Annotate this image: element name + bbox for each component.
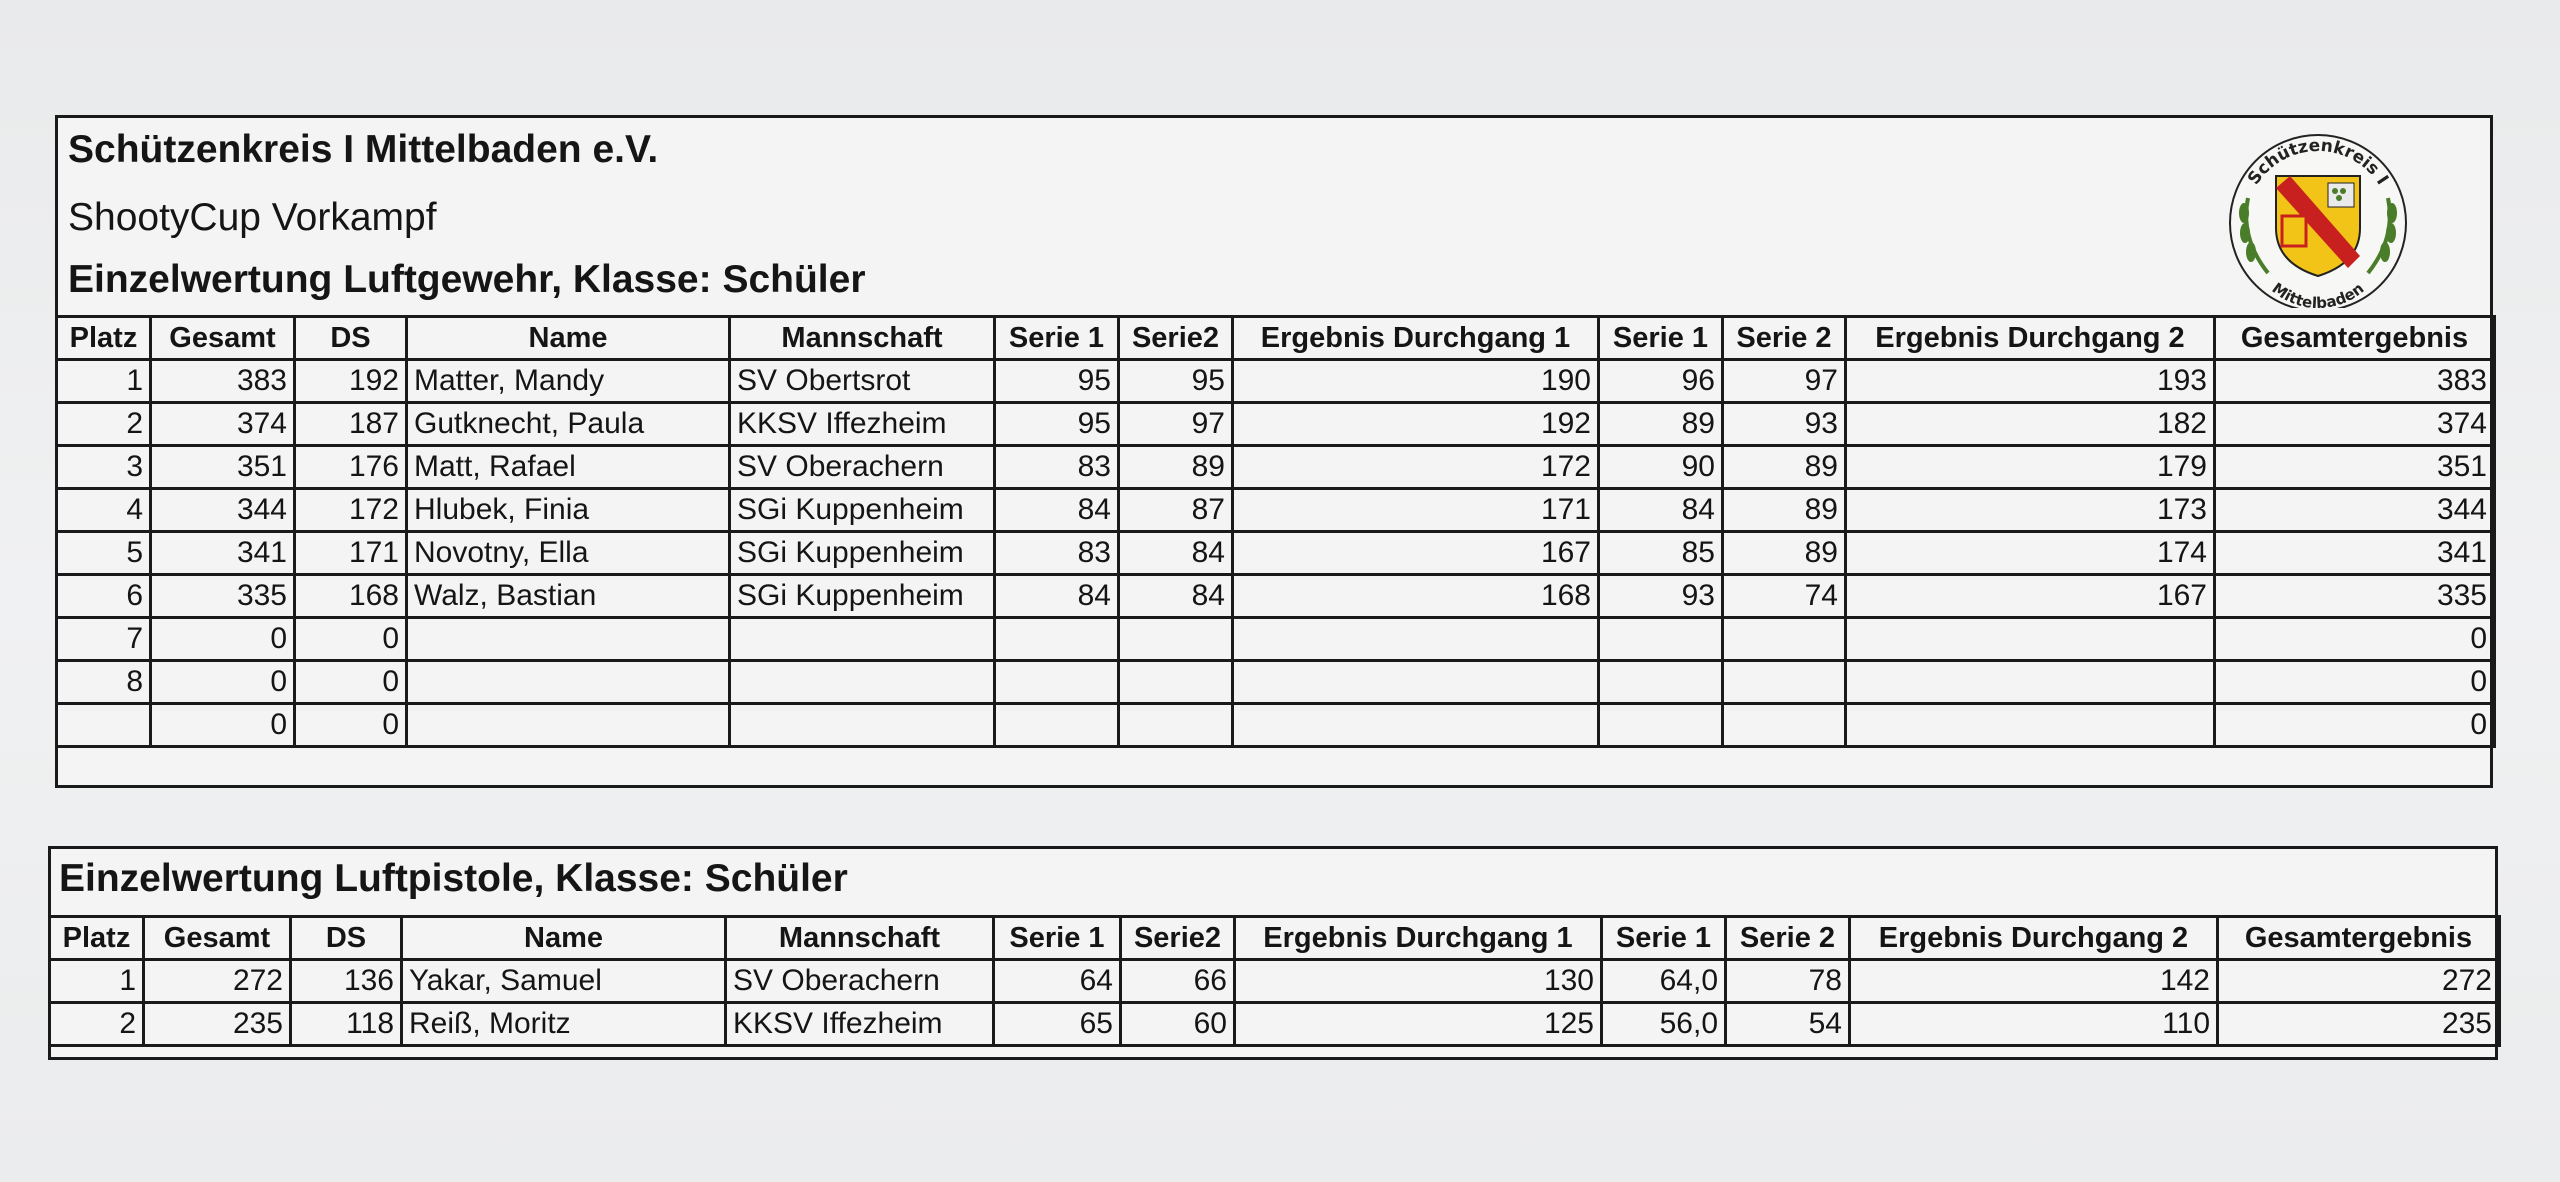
table-body (50, 960, 2500, 1046)
cell-name (407, 618, 730, 661)
column-header-serie1-d2: Serie 1 (1602, 917, 1726, 960)
table-row (50, 960, 2500, 1003)
column-header-serie1-d1: Serie 1 (994, 917, 1121, 960)
cell-serie1-d2 (1599, 704, 1723, 747)
column-header-mannschaft: Mannschaft (726, 917, 994, 960)
luftgewehr-title: Einzelwertung Luftgewehr, Klasse: Schüler (68, 258, 866, 301)
cell-platz: 3 (57, 446, 151, 489)
cell-gesamtergebnis: 351 (2215, 446, 2495, 489)
cell-serie1-d1: 95 (995, 403, 1119, 446)
cell-mannschaft: SGi Kuppenheim (730, 489, 995, 532)
cell-gesamtergebnis: 374 (2215, 403, 2495, 446)
cell-name (407, 704, 730, 747)
column-header-gesamtergebnis: Gesamtergebnis (2218, 917, 2500, 960)
cell-serie2-d1: 97 (1119, 403, 1233, 446)
cell-serie2-d1 (1119, 618, 1233, 661)
table-row (57, 532, 2495, 575)
cell-ergebnis-d1: 168 (1233, 575, 1599, 618)
cell-ds: 192 (295, 360, 407, 403)
cell-serie1-d2 (1599, 618, 1723, 661)
cell-serie1-d1: 83 (995, 532, 1119, 575)
cell-platz (57, 704, 151, 747)
table-row (57, 446, 2495, 489)
cell-serie2-d2: 89 (1723, 532, 1846, 575)
cell-serie2-d2: 54 (1726, 1003, 1850, 1046)
cell-serie2-d2 (1723, 704, 1846, 747)
cell-gesamt: 272 (144, 960, 291, 1003)
cell-mannschaft (730, 661, 995, 704)
cell-ds: 172 (295, 489, 407, 532)
cell-gesamt: 351 (151, 446, 295, 489)
cell-name: Novotny, Ella (407, 532, 730, 575)
cell-ergebnis-d1 (1233, 618, 1599, 661)
cell-ergebnis-d2: 142 (1850, 960, 2218, 1003)
column-header-serie2-d2: Serie 2 (1723, 317, 1846, 360)
cell-mannschaft (730, 704, 995, 747)
table-row (57, 489, 2495, 532)
cell-platz: 6 (57, 575, 151, 618)
cell-serie2-d2: 89 (1723, 446, 1846, 489)
cell-ergebnis-d2: 173 (1846, 489, 2215, 532)
column-header-serie1-d1: Serie 1 (995, 317, 1119, 360)
cell-serie1-d2: 64,0 (1602, 960, 1726, 1003)
cell-serie1-d2 (1599, 661, 1723, 704)
cell-serie1-d2: 85 (1599, 532, 1723, 575)
organization-title: Schützenkreis I Mittelbaden e.V. (68, 128, 659, 171)
cell-ds: 176 (295, 446, 407, 489)
cell-serie2-d1: 66 (1121, 960, 1235, 1003)
table-row (57, 661, 2495, 704)
cell-serie1-d1 (995, 618, 1119, 661)
column-header-serie1-d2: Serie 1 (1599, 317, 1723, 360)
cell-serie1-d2: 89 (1599, 403, 1723, 446)
cell-ergebnis-d2 (1846, 704, 2215, 747)
logo-top-text: Schützenkreis I (2244, 135, 2393, 189)
cell-ergebnis-d2: 193 (1846, 360, 2215, 403)
table-header-row (57, 317, 2495, 360)
cell-ergebnis-d1 (1233, 704, 1599, 747)
cell-gesamtergebnis: 0 (2215, 618, 2495, 661)
table-row (57, 618, 2495, 661)
table-body (57, 360, 2495, 747)
cell-ergebnis-d1: 130 (1235, 960, 1602, 1003)
cell-serie1-d1 (995, 661, 1119, 704)
cell-name: Walz, Bastian (407, 575, 730, 618)
cell-gesamtergebnis: 235 (2218, 1003, 2500, 1046)
cell-platz: 7 (57, 618, 151, 661)
cell-ergebnis-d2: 174 (1846, 532, 2215, 575)
cell-name: Reiß, Moritz (402, 1003, 726, 1046)
cell-name (407, 661, 730, 704)
logo-bottom-text: Mittelbaden (2268, 279, 2368, 308)
cell-ergebnis-d2: 110 (1850, 1003, 2218, 1046)
cell-ergebnis-d1 (1233, 661, 1599, 704)
cell-serie1-d1: 95 (995, 360, 1119, 403)
table-row (57, 575, 2495, 618)
luftpistole-section (48, 846, 2498, 1060)
cell-platz: 8 (57, 661, 151, 704)
cell-platz: 1 (50, 960, 144, 1003)
cell-ds: 0 (295, 704, 407, 747)
cell-serie2-d2 (1723, 618, 1846, 661)
column-header-gesamtergebnis: Gesamtergebnis (2215, 317, 2495, 360)
column-header-ergebnis-d2: Ergebnis Durchgang 2 (1846, 317, 2215, 360)
column-header-ds: DS (295, 317, 407, 360)
luftgewehr-table (55, 315, 2496, 748)
luftpistole-table (48, 915, 2501, 1047)
cell-serie2-d2: 78 (1726, 960, 1850, 1003)
cell-serie1-d1: 83 (995, 446, 1119, 489)
cell-gesamtergebnis: 0 (2215, 704, 2495, 747)
column-header-serie2-d1: Serie2 (1119, 317, 1233, 360)
cell-ergebnis-d2 (1846, 618, 2215, 661)
cell-mannschaft: SV Obertsrot (730, 360, 995, 403)
luftgewehr-section (55, 115, 2493, 788)
cell-platz: 4 (57, 489, 151, 532)
cell-gesamtergebnis: 341 (2215, 532, 2495, 575)
cell-serie2-d2 (1723, 661, 1846, 704)
column-header-serie2-d1: Serie2 (1121, 917, 1235, 960)
cell-serie2-d1 (1119, 661, 1233, 704)
cell-serie1-d2: 84 (1599, 489, 1723, 532)
cell-serie1-d1: 64 (994, 960, 1121, 1003)
cell-gesamt: 235 (144, 1003, 291, 1046)
cell-serie1-d2: 96 (1599, 360, 1723, 403)
cell-gesamt: 374 (151, 403, 295, 446)
cell-mannschaft: SGi Kuppenheim (730, 532, 995, 575)
cell-serie1-d1 (995, 704, 1119, 747)
cell-serie1-d1: 84 (995, 489, 1119, 532)
cell-ergebnis-d1: 192 (1233, 403, 1599, 446)
cell-serie2-d1: 60 (1121, 1003, 1235, 1046)
cell-ds: 187 (295, 403, 407, 446)
cell-name: Yakar, Samuel (402, 960, 726, 1003)
cell-ergebnis-d2: 182 (1846, 403, 2215, 446)
cell-gesamt: 335 (151, 575, 295, 618)
cell-gesamt: 0 (151, 704, 295, 747)
column-header-name: Name (402, 917, 726, 960)
cell-name: Hlubek, Finia (407, 489, 730, 532)
cell-gesamt: 0 (151, 618, 295, 661)
cell-mannschaft: KKSV Iffezheim (730, 403, 995, 446)
coat-of-arms-icon (2276, 176, 2360, 276)
cell-ds: 0 (295, 618, 407, 661)
event-title: ShootyCup Vorkampf (68, 196, 437, 239)
cell-ergebnis-d1: 125 (1235, 1003, 1602, 1046)
cell-serie2-d1: 84 (1119, 575, 1233, 618)
cell-serie1-d1: 65 (994, 1003, 1121, 1046)
cell-platz: 2 (50, 1003, 144, 1046)
cell-mannschaft: SGi Kuppenheim (730, 575, 995, 618)
cell-mannschaft: SV Oberachern (730, 446, 995, 489)
cell-gesamtergebnis: 344 (2215, 489, 2495, 532)
column-header-name: Name (407, 317, 730, 360)
club-logo (2218, 128, 2418, 308)
cell-ds: 171 (295, 532, 407, 575)
cell-platz: 5 (57, 532, 151, 575)
table-row (57, 403, 2495, 446)
cell-platz: 1 (57, 360, 151, 403)
table-row (50, 1003, 2500, 1046)
cell-serie2-d2: 74 (1723, 575, 1846, 618)
cell-gesamtergebnis: 383 (2215, 360, 2495, 403)
cell-serie2-d1: 89 (1119, 446, 1233, 489)
cell-name: Matter, Mandy (407, 360, 730, 403)
cell-serie2-d2: 89 (1723, 489, 1846, 532)
column-header-gesamt: Gesamt (144, 917, 291, 960)
column-header-ds: DS (291, 917, 402, 960)
cell-name: Matt, Rafael (407, 446, 730, 489)
column-header-ergebnis-d2: Ergebnis Durchgang 2 (1850, 917, 2218, 960)
cell-serie2-d1 (1119, 704, 1233, 747)
table-row (57, 704, 2495, 747)
cell-serie1-d2: 93 (1599, 575, 1723, 618)
cell-serie1-d1: 84 (995, 575, 1119, 618)
cell-gesamt: 341 (151, 532, 295, 575)
cell-serie2-d1: 87 (1119, 489, 1233, 532)
cell-mannschaft (730, 618, 995, 661)
luftpistole-title: Einzelwertung Luftpistole, Klasse: Schüler (59, 857, 848, 900)
table-row (57, 360, 2495, 403)
cell-ergebnis-d2: 167 (1846, 575, 2215, 618)
cell-ergebnis-d2 (1846, 661, 2215, 704)
cell-ergebnis-d1: 190 (1233, 360, 1599, 403)
column-header-platz: Platz (50, 917, 144, 960)
table-header-row (50, 917, 2500, 960)
cell-gesamt: 0 (151, 661, 295, 704)
column-header-mannschaft: Mannschaft (730, 317, 995, 360)
cell-mannschaft: KKSV Iffezheim (726, 1003, 994, 1046)
column-header-platz: Platz (57, 317, 151, 360)
column-header-ergebnis-d1: Ergebnis Durchgang 1 (1235, 917, 1602, 960)
cell-gesamt: 344 (151, 489, 295, 532)
cell-ergebnis-d1: 172 (1233, 446, 1599, 489)
cell-gesamtergebnis: 335 (2215, 575, 2495, 618)
cell-ds: 136 (291, 960, 402, 1003)
cell-serie2-d1: 84 (1119, 532, 1233, 575)
column-header-serie2-d2: Serie 2 (1726, 917, 1850, 960)
cell-serie2-d2: 93 (1723, 403, 1846, 446)
cell-name: Gutknecht, Paula (407, 403, 730, 446)
cell-serie1-d2: 90 (1599, 446, 1723, 489)
cell-serie2-d1: 95 (1119, 360, 1233, 403)
cell-mannschaft: SV Oberachern (726, 960, 994, 1003)
cell-gesamt: 383 (151, 360, 295, 403)
cell-serie2-d2: 97 (1723, 360, 1846, 403)
cell-platz: 2 (57, 403, 151, 446)
cell-ergebnis-d1: 171 (1233, 489, 1599, 532)
cell-gesamtergebnis: 272 (2218, 960, 2500, 1003)
cell-ds: 0 (295, 661, 407, 704)
cell-gesamtergebnis: 0 (2215, 661, 2495, 704)
cell-ergebnis-d2: 179 (1846, 446, 2215, 489)
cell-ds: 168 (295, 575, 407, 618)
column-header-gesamt: Gesamt (151, 317, 295, 360)
cell-ds: 118 (291, 1003, 402, 1046)
column-header-ergebnis-d1: Ergebnis Durchgang 1 (1233, 317, 1599, 360)
cell-serie1-d2: 56,0 (1602, 1003, 1726, 1046)
cell-ergebnis-d1: 167 (1233, 532, 1599, 575)
